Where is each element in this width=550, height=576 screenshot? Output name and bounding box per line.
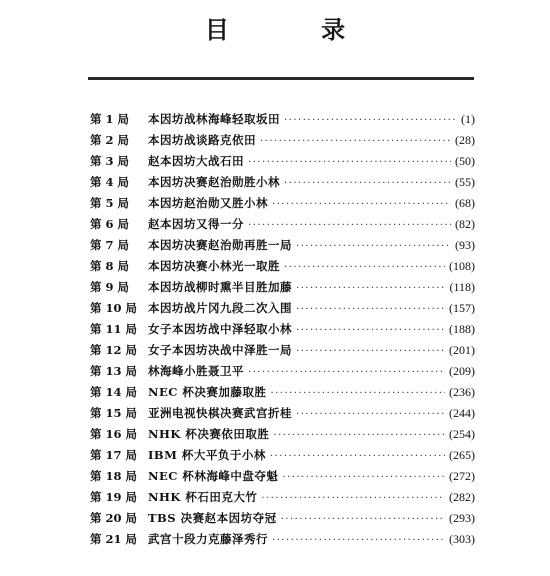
toc-entry-title: 女子本因坊战中泽轻取小林 bbox=[148, 322, 292, 336]
toc-entry-number: 第 16 局 bbox=[90, 427, 138, 441]
toc-entry-number: 第 5 局 bbox=[90, 196, 130, 210]
toc-entry-number: 第 6 局 bbox=[90, 217, 130, 231]
title-divider bbox=[88, 77, 474, 80]
toc-entry-page: (188) bbox=[449, 322, 475, 336]
dot-leader bbox=[248, 215, 451, 236]
dot-leader bbox=[273, 425, 445, 446]
toc-entry bbox=[90, 382, 475, 403]
toc-entry-number: 第 12 局 bbox=[90, 343, 138, 357]
toc-entry bbox=[90, 172, 475, 193]
toc-entry-page: (282) bbox=[449, 490, 475, 504]
dot-leader bbox=[248, 362, 445, 383]
toc-entry-number: 第 18 局 bbox=[90, 469, 138, 483]
toc-entry-page: (108) bbox=[449, 259, 475, 273]
toc-entry-page: (55) bbox=[455, 175, 475, 189]
toc-entry bbox=[90, 256, 475, 277]
toc-entry-page: (93) bbox=[455, 238, 475, 252]
toc-entry-title: 赵本因坊大战石田 bbox=[148, 154, 244, 168]
toc-entry-title: 武宫十段力克藤泽秀行 bbox=[148, 532, 268, 546]
dot-leader bbox=[296, 341, 445, 362]
toc-entry-page: (50) bbox=[455, 154, 475, 168]
toc-entry-number: 第 20 局 bbox=[90, 511, 138, 525]
dot-leader bbox=[296, 236, 451, 257]
toc-entry-number: 第 17 局 bbox=[90, 448, 138, 462]
toc-entry bbox=[90, 466, 475, 487]
toc-entry-title: IBM 杯大平负于小林 bbox=[148, 448, 266, 462]
toc-entry-number: 第 1 局 bbox=[90, 112, 130, 126]
toc-entry-page: (157) bbox=[449, 301, 475, 315]
toc-entry-page: (244) bbox=[449, 406, 475, 420]
toc-entry-number: 第 10 局 bbox=[90, 301, 138, 315]
toc-entry bbox=[90, 508, 475, 529]
toc-entry bbox=[90, 361, 475, 382]
toc-entry-number: 第 9 局 bbox=[90, 280, 130, 294]
toc-entry-title: 本因坊战片冈九段二次入围 bbox=[148, 301, 292, 315]
toc-entry-title: 本因坊战谈路克依田 bbox=[148, 133, 256, 147]
toc-entry bbox=[90, 130, 475, 151]
toc-entry-page: (68) bbox=[455, 196, 475, 210]
toc-entry bbox=[90, 424, 475, 445]
toc-entry bbox=[90, 445, 475, 466]
toc-entry-page: (1) bbox=[461, 112, 475, 126]
toc-entry-number: 第 3 局 bbox=[90, 154, 130, 168]
toc-entry-title: NEC 杯林海峰中盘夺魁 bbox=[148, 469, 279, 483]
toc-entry-title: TBS 决赛赵本因坊夺冠 bbox=[148, 511, 277, 525]
toc-entry-title: NEC 杯决赛加藤取胜 bbox=[148, 385, 267, 399]
toc-entry-number: 第 19 局 bbox=[90, 490, 138, 504]
toc-entry-page: (28) bbox=[455, 133, 475, 147]
toc-entry-title: 本因坊赵治勋又胜小林 bbox=[148, 196, 268, 210]
dot-leader bbox=[284, 110, 457, 131]
toc-entry-number: 第 21 局 bbox=[90, 532, 138, 546]
toc-entry-number: 第 8 局 bbox=[90, 259, 130, 273]
toc-entry-title: 赵本因坊又得一分 bbox=[148, 217, 244, 231]
toc-entry bbox=[90, 193, 475, 214]
toc-entry-number: 第 2 局 bbox=[90, 133, 130, 147]
toc-entry-page: (236) bbox=[449, 385, 475, 399]
toc-entry-page: (265) bbox=[449, 448, 475, 462]
toc-entry-number: 第 4 局 bbox=[90, 175, 130, 189]
dot-leader bbox=[281, 509, 445, 530]
toc-entry bbox=[90, 214, 475, 235]
dot-leader bbox=[282, 467, 445, 488]
page-title: 目 录 bbox=[204, 16, 388, 44]
toc-entry-title: 亚洲电视快棋决赛武宫折桂 bbox=[148, 406, 292, 420]
dot-leader bbox=[296, 299, 445, 320]
toc-entry bbox=[90, 529, 475, 550]
dot-leader bbox=[272, 194, 451, 215]
toc-entry bbox=[90, 403, 475, 424]
dot-leader bbox=[284, 257, 445, 278]
toc-entry-number: 第 13 局 bbox=[90, 364, 138, 378]
toc-entry-page: (209) bbox=[449, 364, 475, 378]
dot-leader bbox=[270, 446, 445, 467]
toc-entry bbox=[90, 298, 475, 319]
dot-leader bbox=[248, 152, 451, 173]
toc-entry-title: NHK 杯决赛依田取胜 bbox=[148, 427, 270, 441]
toc-entry-title: 本因坊战柳时熏半目胜加藤 bbox=[148, 280, 292, 294]
toc-entry-number: 第 14 局 bbox=[90, 385, 138, 399]
toc-entry bbox=[90, 109, 475, 130]
toc-entry-number: 第 11 局 bbox=[90, 322, 138, 336]
toc-entry bbox=[90, 277, 475, 298]
toc-entry-title: 本因坊决赛赵治勋再胜一局 bbox=[148, 238, 292, 252]
toc-entry-page: (303) bbox=[449, 532, 475, 546]
toc-entry-page: (201) bbox=[449, 343, 475, 357]
toc-entry bbox=[90, 340, 475, 361]
toc-entry-page: (293) bbox=[449, 511, 475, 525]
toc-entry-page: (118) bbox=[449, 280, 475, 294]
dot-leader bbox=[296, 404, 445, 425]
toc-entry bbox=[90, 151, 475, 172]
dot-leader bbox=[272, 530, 445, 551]
dot-leader bbox=[270, 383, 445, 404]
toc-entry-number: 第 15 局 bbox=[90, 406, 138, 420]
toc-entry-title: 林海峰小胜聂卫平 bbox=[148, 364, 244, 378]
dot-leader bbox=[296, 278, 445, 299]
toc-entry-title: 本因坊决赛小林光一取胜 bbox=[148, 259, 280, 273]
toc-entry-page: (254) bbox=[449, 427, 475, 441]
dot-leader bbox=[296, 320, 445, 341]
dot-leader bbox=[261, 488, 445, 509]
toc-entry-title: 本因坊决赛赵治勋胜小林 bbox=[148, 175, 280, 189]
toc-entry-number: 第 7 局 bbox=[90, 238, 130, 252]
table-of-contents bbox=[90, 109, 475, 550]
toc-entry-title: NHK 杯石田克大竹 bbox=[148, 490, 258, 504]
dot-leader bbox=[260, 131, 451, 152]
toc-entry-page: (82) bbox=[455, 217, 475, 231]
toc-entry-title: 本因坊战林海峰轻取坂田 bbox=[148, 112, 280, 126]
toc-entry bbox=[90, 319, 475, 340]
toc-entry-title: 女子本因坊决战中泽胜一局 bbox=[148, 343, 292, 357]
toc-entry bbox=[90, 487, 475, 508]
dot-leader bbox=[284, 173, 451, 194]
toc-entry-page: (272) bbox=[449, 469, 475, 483]
toc-entry bbox=[90, 235, 475, 256]
